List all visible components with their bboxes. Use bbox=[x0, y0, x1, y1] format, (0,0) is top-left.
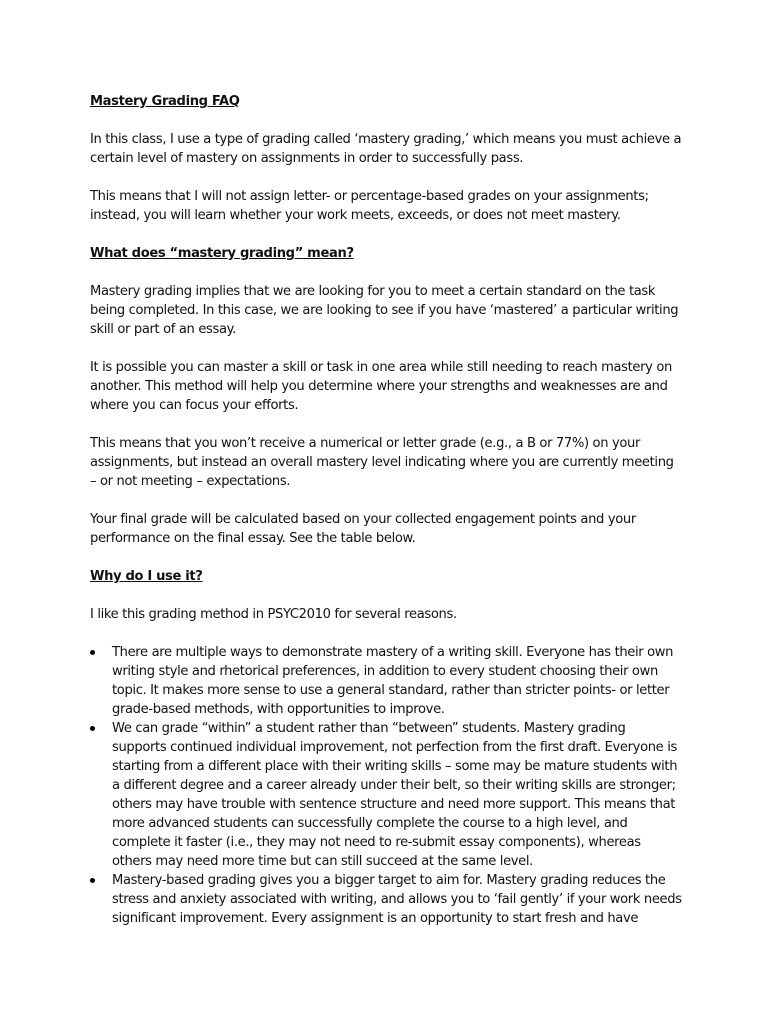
what-paragraph-2: It is possible you can master a skill or task in one area while still needing to reach mastery on another. This method will help you determine where your strengths and weaknesses are and where you can focus your efforts. bbox=[90, 360, 672, 413]
list-item bbox=[90, 719, 682, 871]
list-item bbox=[90, 871, 682, 928]
list-item-text: Mastery-based grading gives you a bigger target to aim for. Mastery grading reduces the stress and anxiety associated with writing, and allows you to ‘fail gently’ if your work needs significant improvement. Every assignment is an opportunity to start fresh and have bbox=[112, 873, 682, 926]
what-paragraph-1: Mastery grading implies that we are looking for you to meet a certain standard on the task being completed. In this case, we are looking to see if you have ‘mastered’ a particular writing skill or part of an essay. bbox=[90, 284, 679, 337]
bullet-icon bbox=[90, 650, 95, 655]
document-page bbox=[90, 92, 682, 928]
document-title: Mastery Grading FAQ bbox=[90, 94, 240, 109]
why-intro-paragraph: I like this grading method in PSYC2010 for several reasons. bbox=[90, 607, 457, 622]
intro-paragraph-1: In this class, I use a type of grading called ‘mastery grading,’ which means you must achieve a certain level of mastery on assignments in order to successfully pass. bbox=[90, 132, 682, 166]
bullet-icon bbox=[90, 878, 95, 883]
section-heading-why: Why do I use it? bbox=[90, 569, 203, 584]
list-item-text: There are multiple ways to demonstrate mastery of a writing skill. Everyone has their own writing style and rhetorical preferences, in addition to every student choosing their own topic. It makes more sense to use a general standard, rather than stricter points- or letter grade-based methods, with opportunities to improve. bbox=[112, 645, 674, 717]
bullet-icon bbox=[90, 726, 95, 731]
list-item-text: We can grade “within” a student rather than “between” students. Mastery grading supports continued individual improvement, not perfection from the first draft. Everyone is starting from a different place with their writing skills – some may be mature students with a different degree and a career already under their belt, so their writing skills are stronger; others may have trouble with sentence structure and need more support. This means that more advanced students can successfully complete the course to a high level, and complete it faster (i.e., they may not need to re-submit essay components), whereas others may need more time but can still succeed at the same level. bbox=[112, 721, 678, 869]
reasons-list bbox=[90, 643, 682, 928]
what-paragraph-4: Your final grade will be calculated based on your collected engagement points and your performance on the final essay. See the table below. bbox=[90, 512, 636, 546]
what-paragraph-3: This means that you won’t receive a numerical or letter grade (e.g., a B or 77%) on your assignments, but instead an overall mastery level indicating where you are currently meeting – or not meeting – expectations. bbox=[90, 436, 674, 489]
section-heading-what: What does “mastery grading” mean? bbox=[90, 246, 354, 261]
list-item bbox=[90, 643, 682, 719]
intro-paragraph-2: This means that I will not assign letter- or percentage-based grades on your assignments; instead, you will learn whether your work meets, exceeds, or does not meet mastery. bbox=[90, 189, 649, 223]
